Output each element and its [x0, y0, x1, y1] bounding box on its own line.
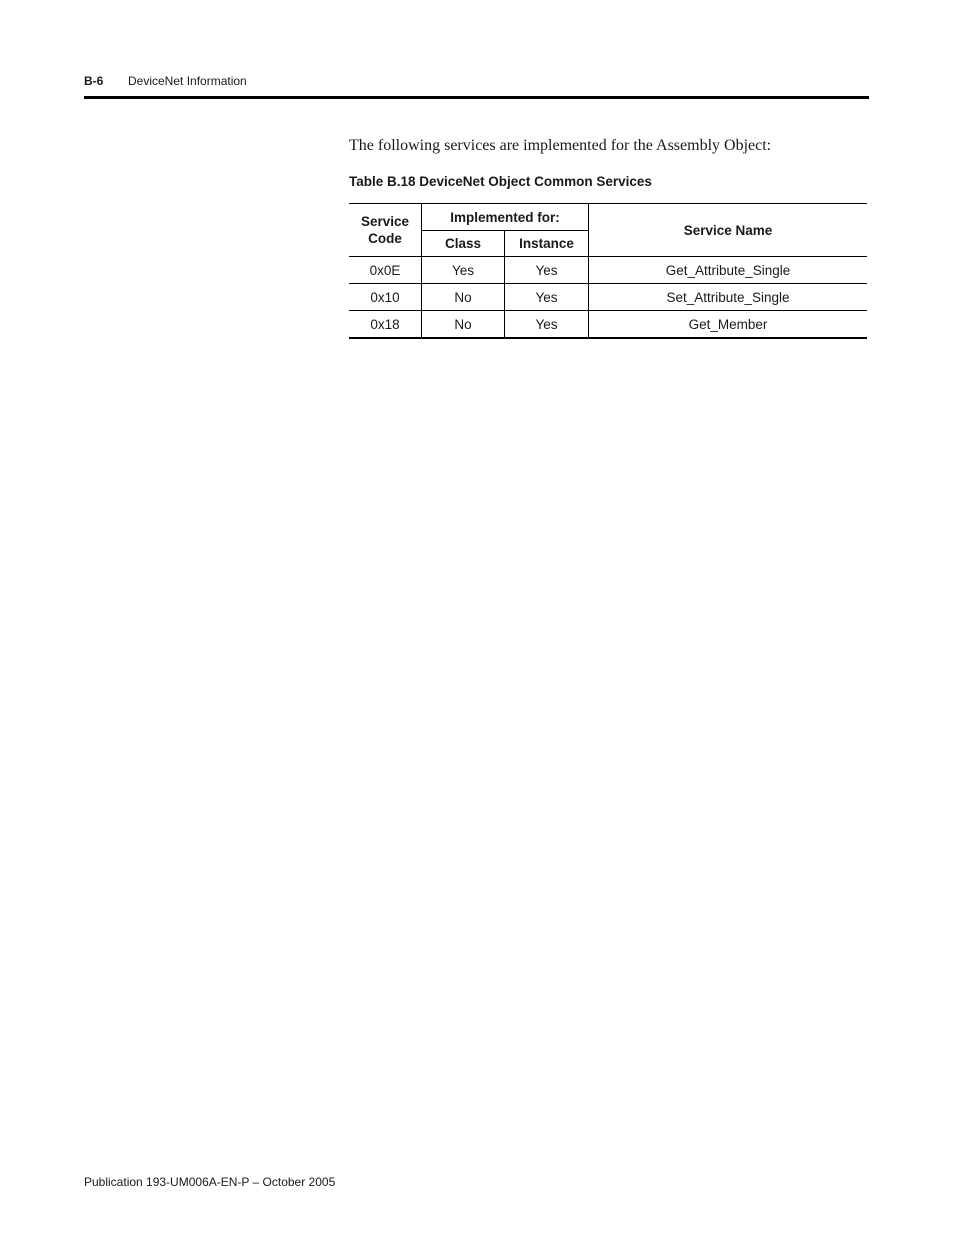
header-instance: Instance [505, 231, 589, 257]
cell-service-code: 0x18 [349, 311, 422, 339]
cell-class: No [422, 284, 505, 311]
cell-instance: Yes [505, 311, 589, 339]
table-row [349, 311, 867, 339]
table-row [349, 257, 867, 284]
cell-instance: Yes [505, 284, 589, 311]
cell-class: No [422, 311, 505, 339]
running-header [84, 72, 247, 90]
header-implemented-for: Implemented for: [422, 204, 589, 231]
header-class: Class [422, 231, 505, 257]
cell-service-code: 0x0E [349, 257, 422, 284]
header-rule [84, 96, 869, 99]
header-service-code: Service Code [349, 204, 422, 257]
cell-instance: Yes [505, 257, 589, 284]
publication-footer: Publication 193-UM006A-EN-P – October 2005 [84, 1175, 336, 1189]
header-service-name: Service Name [589, 204, 868, 257]
table-caption: Table B.18 DeviceNet Object Common Services [349, 174, 652, 189]
services-table [349, 203, 867, 339]
cell-service-name: Get_Attribute_Single [589, 257, 868, 284]
cell-class: Yes [422, 257, 505, 284]
table-row [349, 284, 867, 311]
cell-service-code: 0x10 [349, 284, 422, 311]
intro-paragraph: The following services are implemented for the Assembly Object: [349, 137, 772, 154]
section-title: DeviceNet Information [128, 74, 247, 88]
cell-service-name: Set_Attribute_Single [589, 284, 868, 311]
cell-service-name: Get_Member [589, 311, 868, 339]
page-number: B-6 [84, 74, 104, 88]
table-header-row [349, 204, 867, 231]
